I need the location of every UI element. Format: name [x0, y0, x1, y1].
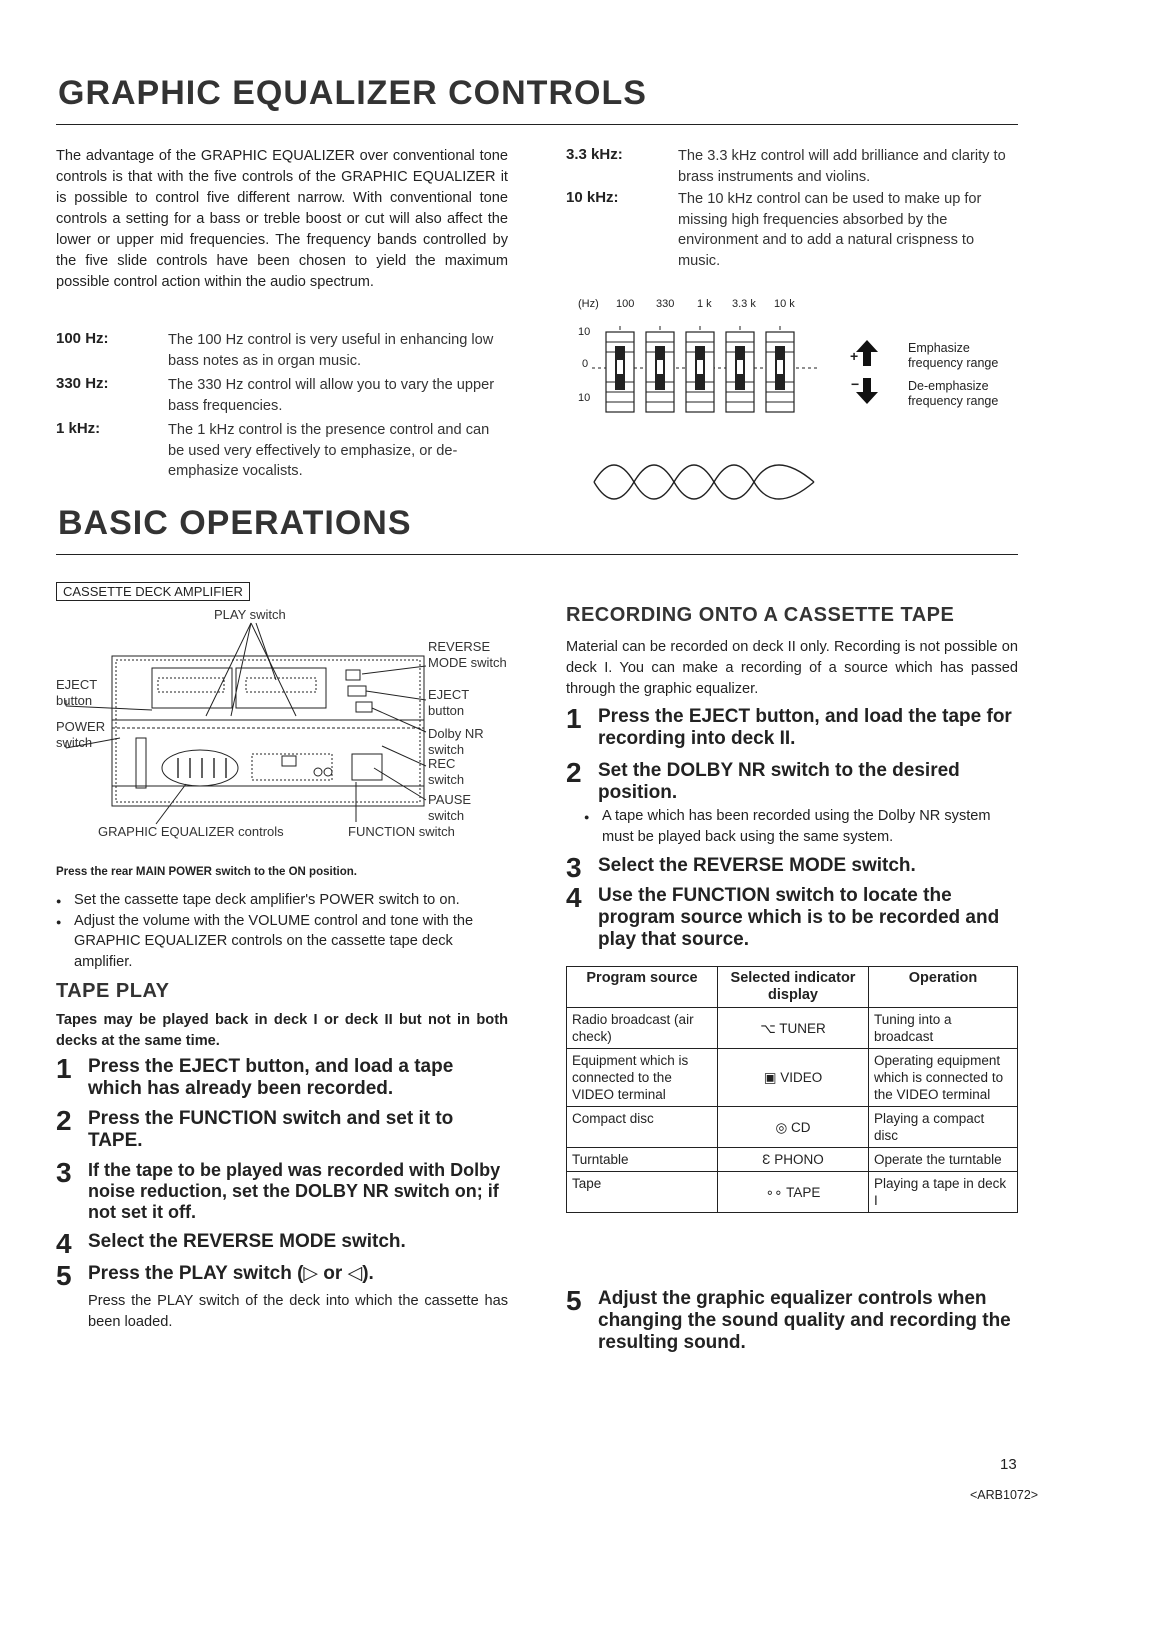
table-header-row — [567, 967, 1018, 1008]
operation-cell: Playing a compact disc — [869, 1107, 1018, 1148]
step-text: Select the REVERSE MODE switch. — [598, 855, 916, 876]
spec-row — [56, 420, 508, 482]
step-text: If the tape to be played was recorded with Dolby noise reduction, set the DOLBY NR switch on; if not set it off. — [88, 1160, 501, 1222]
indicator-text: PHONO — [774, 1152, 824, 1167]
step-number: 3 — [56, 1157, 72, 1188]
eq-section-title: GRAPHIC EQUALIZER CONTROLS — [58, 74, 647, 112]
step-number: 1 — [566, 703, 582, 734]
step5-note: Press the PLAY switch of the deck into which the cassette has been loaded. — [88, 1293, 508, 1330]
spec-term: 3.3 kHz: — [566, 146, 623, 163]
phono-icon: Ɛ — [762, 1152, 771, 1167]
spec-term: 100 Hz: — [56, 330, 109, 347]
eq-sliders-icon — [592, 316, 822, 426]
source-cell: Turntable — [567, 1148, 718, 1172]
tape-play-steps — [56, 1053, 508, 1333]
indicator-cell — [718, 1049, 869, 1107]
dolby-nr-label: Dolby NR switch — [428, 726, 484, 757]
table-row — [567, 1107, 1018, 1148]
recording-title: RECORDING ONTO A CASSETTE TAPE — [566, 604, 955, 626]
table-row — [567, 1049, 1018, 1107]
eject-right-label: EJECT button — [428, 687, 469, 718]
deck-drawing-icon — [56, 578, 526, 843]
band-label: 330 — [656, 298, 675, 310]
step-number: 5 — [56, 1260, 72, 1291]
band-label: 100 — [616, 298, 635, 310]
spec-row — [56, 375, 508, 416]
program-source-table — [566, 966, 1018, 1213]
step-number: 4 — [566, 882, 582, 913]
power-note: Press the rear MAIN POWER switch to the ON position. — [56, 866, 357, 878]
operation-cell: Tuning into a broadcast — [869, 1008, 1018, 1049]
band-label: 3.3 k — [732, 298, 756, 310]
diagram-box-label: CASSETTE DECK AMPLIFIER — [56, 582, 250, 601]
plus-sign-icon: + — [850, 348, 859, 364]
source-cell: Equipment which is connected to the VIDEO terminal — [567, 1049, 718, 1107]
indicator-text: TUNER — [779, 1020, 826, 1036]
step-text: Press the EJECT button, and load a tape which has already been recorded. — [88, 1056, 454, 1099]
deemphasize-label: De-emphasize frequency range — [908, 379, 999, 408]
document-code: <ARB1072> — [970, 1488, 1039, 1502]
indicator-text: TAPE — [786, 1184, 821, 1200]
spec-term: 330 Hz: — [56, 375, 109, 392]
column-header: Operation — [869, 967, 1018, 1008]
wave-curves-icon — [592, 450, 822, 514]
tape-play-intro: Tapes may be played back in deck I or deck II but not in both decks at the same time. — [56, 1012, 508, 1049]
indicator-text: VIDEO — [780, 1070, 823, 1085]
eq-specs-right — [566, 146, 1018, 271]
step-item — [56, 1053, 508, 1100]
indicator-text: CD — [791, 1119, 811, 1135]
step-text: Press the PLAY switch (▷ or ◁). — [88, 1263, 374, 1284]
eq-specs-left — [56, 330, 508, 482]
minus-sign-icon: − — [851, 376, 860, 392]
recording-steps — [566, 703, 1018, 951]
step-item — [566, 703, 1018, 750]
basic-title-rule — [56, 554, 1018, 555]
step-item — [56, 1157, 508, 1223]
page-number: 13 — [1000, 1456, 1017, 1473]
bullet-item: ● Set the cassette tape deck amplifier's POWER switch to on. — [52, 890, 510, 911]
pause-label: PAUSE switch — [428, 792, 472, 823]
tuner-icon: ⌥ — [760, 1020, 776, 1036]
column-header: Selected indicator display — [718, 967, 869, 1008]
step-item — [566, 882, 1018, 951]
step-text: Use the FUNCTION switch to locate the program source which is to be recorded and play that source. — [598, 885, 1000, 950]
eject-left-label: EJECT button — [56, 677, 97, 708]
table-row — [567, 1172, 1018, 1213]
source-cell: Tape — [567, 1172, 718, 1213]
basic-section-title: BASIC OPERATIONS — [58, 504, 412, 542]
eq-intro: The advantage of the GRAPHIC EQUALIZER over conventional tone controls is that with the five controls of the GRAPHIC EQUALIZER it is possible to control five different narrow. With conventional tone controls a setting for a bass or treble boost or cut will also affect the lower or upper mid frequencies. The frequency bands controlled by the five slide controls have been chosen to yield the maximum possible control action within the audio spectrum. — [56, 148, 508, 290]
bullet-item: ● Adjust the volume with the VOLUME control and tone with the GRAPHIC EQUALIZER controls on the cassette tape deck amplifier. — [52, 911, 510, 973]
step-text: Press the FUNCTION switch and set it to TAPE. — [88, 1108, 454, 1151]
step-text: Set the DOLBY NR switch to the desired position. — [598, 760, 960, 803]
step-text: Press the EJECT button, and load the tape for recording into deck II. — [598, 706, 1012, 749]
spec-term: 10 kHz: — [566, 189, 619, 206]
step2-note: ● A tape which has been recorded using the Dolby NR system must be played back using the same system. — [580, 806, 1018, 847]
step2-note-list — [580, 806, 1018, 847]
step-number: 2 — [56, 1105, 72, 1136]
play-switch-label: PLAY switch — [214, 607, 286, 622]
step-number: 2 — [566, 757, 582, 788]
spec-def: The 100 Hz control is very useful in enhancing low bass notes as in organ music. — [168, 332, 494, 369]
step-number: 5 — [566, 1285, 582, 1316]
emphasize-label: Emphasize frequency range — [908, 341, 999, 370]
scale-top: 10 — [578, 326, 591, 338]
operation-cell: Playing a tape in deck I — [869, 1172, 1018, 1213]
spec-row — [566, 146, 1018, 187]
step-number: 3 — [566, 852, 582, 883]
function-switch-label: FUNCTION switch — [348, 824, 455, 839]
setup-bullets — [52, 890, 510, 972]
recording-intro: Material can be recorded on deck II only. Recording is not possible on deck I. You can make a recording of a source which has passed through the graphic equalizer. — [566, 639, 1018, 697]
hz-label: (Hz) — [578, 298, 599, 310]
indicator-cell — [718, 1148, 869, 1172]
step-item — [566, 1285, 1018, 1354]
indicator-cell — [718, 1107, 869, 1148]
spec-def: The 330 Hz control will allow you to vary the upper bass frequencies. — [168, 377, 495, 414]
source-cell: Compact disc — [567, 1107, 718, 1148]
step-number: 4 — [56, 1228, 72, 1259]
rec-label: REC switch — [428, 756, 465, 787]
spec-row — [56, 330, 508, 371]
eq-figure — [566, 296, 1036, 526]
table-row — [567, 1148, 1018, 1172]
indicator-cell — [718, 1172, 869, 1213]
step-item — [56, 1105, 508, 1152]
band-label: 1 k — [697, 298, 712, 310]
step-item — [56, 1260, 508, 1291]
indicator-cell — [718, 1008, 869, 1049]
step-text: Adjust the graphic equalizer controls when changing the sound quality and recording the resulting sound. — [598, 1288, 1011, 1353]
video-icon: ▣ — [763, 1070, 777, 1085]
table-row — [567, 1008, 1018, 1049]
step-item — [566, 757, 1018, 804]
scale-bottom: 10 — [578, 392, 591, 404]
graphic-eq-label: GRAPHIC EQUALIZER controls — [98, 824, 284, 839]
spec-def: The 1 kHz control is the presence control and can be used very effectively to emphasize, or de-emphasize vocalists. — [168, 422, 490, 479]
tape-icon: ∘∘ — [765, 1184, 783, 1200]
spec-row — [566, 189, 1018, 271]
spec-def: The 10 kHz control can be used to make up for missing high frequencies absorbed by the environment and to add a natural crispness to music. — [678, 191, 982, 269]
step-item — [566, 852, 1018, 883]
step-text: Select the REVERSE MODE switch. — [88, 1231, 406, 1252]
tape-play-title: TAPE PLAY — [56, 980, 170, 1002]
cd-icon: ◎ — [775, 1119, 788, 1135]
source-cell: Radio broadcast (air check) — [567, 1008, 718, 1049]
cassette-deck-diagram — [56, 578, 526, 843]
band-label: 10 k — [774, 298, 795, 310]
spec-def: The 3.3 kHz control will add brilliance and clarity to brass instruments and violins. — [678, 148, 1006, 185]
column-header: Program source — [567, 967, 718, 1008]
operation-cell: Operate the turntable — [869, 1148, 1018, 1172]
reverse-mode-label: REVERSE MODE switch — [428, 639, 507, 670]
step-item — [56, 1228, 508, 1259]
operation-cell: Operating equipment which is connected to the VIDEO terminal — [869, 1049, 1018, 1107]
step-number: 1 — [56, 1053, 72, 1084]
spec-term: 1 kHz: — [56, 420, 101, 437]
power-switch-label: POWER switch — [56, 719, 106, 750]
scale-mid: 0 — [582, 358, 589, 370]
eq-title-rule — [56, 124, 1018, 125]
